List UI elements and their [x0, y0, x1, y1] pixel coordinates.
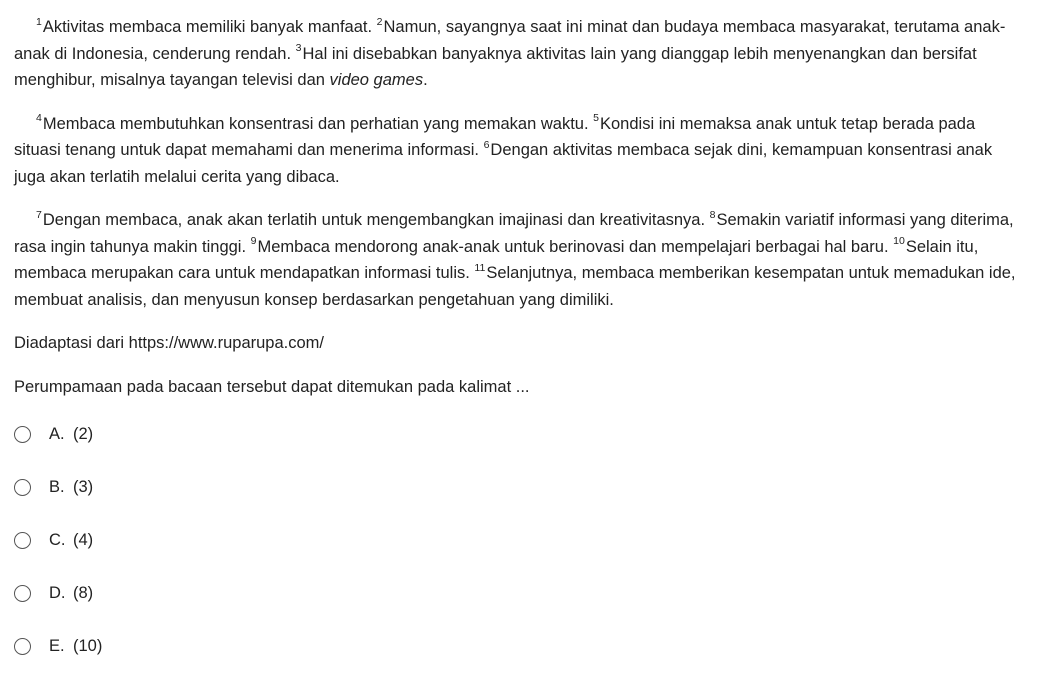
option-letter: B. — [49, 477, 65, 496]
question-text: Perumpamaan pada bacaan tersebut dapat ditemukan pada kalimat ... — [14, 377, 530, 396]
sentence-number: 5 — [593, 112, 599, 124]
option-label: (2) — [73, 424, 94, 443]
sentence-number: 1 — [36, 15, 42, 28]
sentence-number: 4 — [36, 112, 42, 124]
paragraph-2 — [14, 111, 1024, 191]
radio-button[interactable] — [14, 585, 31, 602]
option-letter: A. — [49, 424, 65, 443]
sentence: Membaca membutuhkan konsentrasi dan perhatian yang memakan waktu. — [42, 114, 594, 133]
radio-button[interactable] — [14, 426, 31, 443]
option-a[interactable] — [14, 420, 102, 448]
sentence-number: 9 — [250, 235, 257, 247]
sentence-number: 11 — [474, 261, 486, 274]
sentence: Kondisi ini memaksa anak untuk tetap berada pada situasi tenang untuk dapat memahami dan menerima informasi. — [14, 114, 976, 159]
sentence-number: 10 — [893, 235, 905, 247]
sentence: Dengan membaca, anak akan terlatih untuk mengembangkan imajinasi dan kreativitasnya. — [42, 211, 710, 229]
sentence: Semakin variatif informasi yang diterima, rasa ingin tahunya makin tinggi. — [14, 211, 1014, 256]
sentence: Selain itu, membaca merupakan cara untuk mendapatkan informasi tulis. — [14, 237, 979, 282]
option-letter: C. — [49, 530, 66, 549]
paragraph-1 — [14, 14, 1024, 94]
sentence: Membaca mendorong anak-anak untuk berinovasi dan mempelajari berbagai hal baru. — [257, 237, 894, 256]
answer-options — [14, 420, 102, 685]
option-label: (3) — [73, 477, 94, 496]
option-b[interactable] — [14, 473, 102, 501]
sentence-number: 6 — [483, 138, 490, 151]
option-label: (4) — [73, 530, 94, 549]
option-label: (8) — [73, 583, 94, 602]
question-content — [14, 14, 1024, 417]
sentence: Namun, sayangnya saat ini minat dan budaya membaca masyarakat, terutama anak-anak di Indonesia, cenderung rendah. — [14, 18, 1006, 63]
paragraph-3 — [14, 207, 1024, 313]
option-letter: D. — [49, 583, 66, 602]
italic-term: video games — [329, 71, 424, 89]
radio-button[interactable] — [14, 532, 31, 549]
option-label: (10) — [73, 636, 103, 655]
sentence-number: 7 — [36, 208, 42, 221]
sentence: Hal ini disebabkan banyaknya aktivitas lain yang dianggap lebih menyenangkan dan bersifat menghibur, misalnya tayangan televisi dan — [14, 44, 977, 89]
radio-button[interactable] — [14, 638, 31, 655]
option-c[interactable] — [14, 526, 102, 554]
sentence-number: 3 — [295, 42, 302, 54]
option-e[interactable] — [14, 632, 102, 660]
sentence-end: . — [423, 71, 428, 89]
sentence: Aktivitas membaca memiliki banyak manfaat. — [42, 18, 377, 36]
sentence: Dengan aktivitas membaca sejak dini, kemampuan konsentrasi anak juga akan terlatih melalui cerita yang dibaca. — [14, 141, 993, 186]
sentence: Selanjutnya, membaca memberikan kesempatan untuk memadukan ide, membuat analisis, dan menyusun konsep berdasarkan pengetahuan yang dimiliki. — [14, 264, 1016, 309]
option-letter: E. — [49, 636, 65, 655]
sentence-number: 2 — [376, 15, 383, 28]
source-citation: Diadaptasi dari https://www.ruparupa.com/ — [14, 334, 324, 352]
option-d[interactable] — [14, 579, 102, 607]
sentence-number: 8 — [709, 208, 716, 221]
radio-button[interactable] — [14, 479, 31, 496]
